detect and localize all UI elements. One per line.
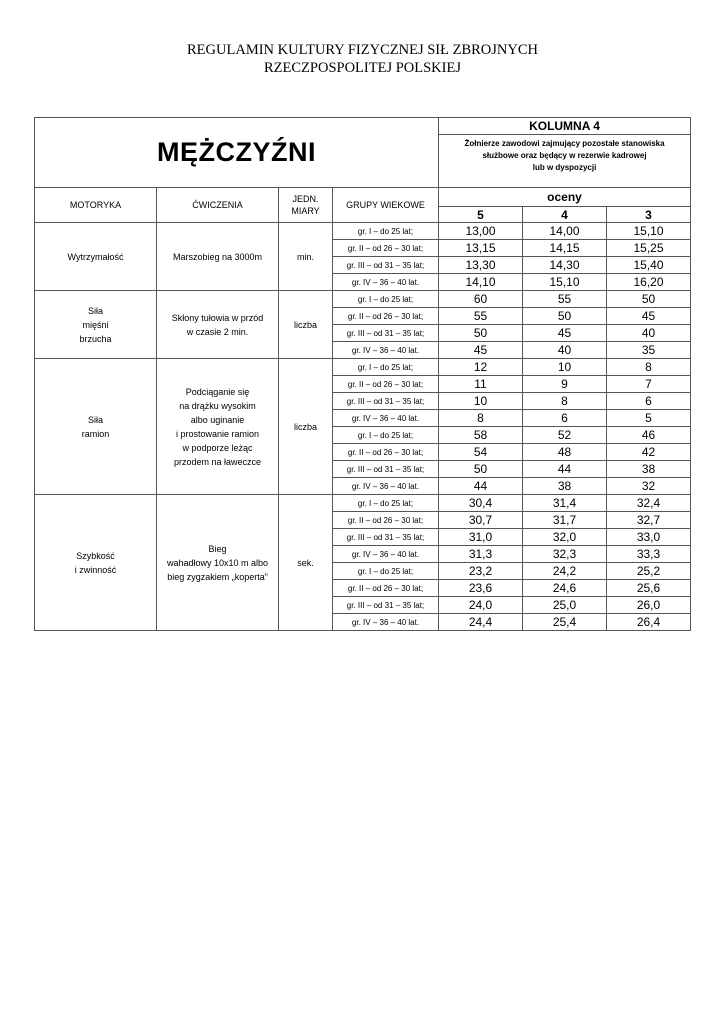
column-description-line: Żołnierze zawodowi zajmujący pozostałe stanowiska bbox=[464, 139, 665, 148]
unit-cell: liczba bbox=[279, 359, 333, 495]
age-group-cell: gr. II – od 26 – 30 lat; bbox=[333, 308, 439, 325]
grade-4-value: 50 bbox=[523, 308, 607, 325]
grade-5-value: 23,2 bbox=[439, 563, 523, 580]
header-grupy: GRUPY WIEKOWE bbox=[333, 188, 439, 223]
age-group-cell: gr. IV – 36 – 40 lat. bbox=[333, 274, 439, 291]
grade-4-value: 32,0 bbox=[523, 529, 607, 546]
grade-3-value: 38 bbox=[607, 461, 691, 478]
exercise-line: Skłony tułowia w przód bbox=[171, 312, 264, 323]
grade-3-value: 32,7 bbox=[607, 512, 691, 529]
grade-3-value: 42 bbox=[607, 444, 691, 461]
grade-4-value: 15,10 bbox=[523, 274, 607, 291]
header-cwiczenia: ĆWICZENIA bbox=[157, 188, 279, 223]
grade-3-value: 33,3 bbox=[607, 546, 691, 563]
grade-5-value: 54 bbox=[439, 444, 523, 461]
exercise-line: przodem na ławeczce bbox=[173, 456, 262, 467]
grade-5-value: 58 bbox=[439, 427, 523, 444]
document-title-line-1: REGULAMIN KULTURY FIZYCZNEJ SIŁ ZBROJNYCH bbox=[187, 42, 538, 58]
header-grade-5: 5 bbox=[439, 207, 523, 223]
grade-4-value: 44 bbox=[523, 461, 607, 478]
grade-4-value: 31,4 bbox=[523, 495, 607, 512]
motoryka-cell bbox=[35, 223, 157, 291]
grade-5-value: 60 bbox=[439, 291, 523, 308]
age-group-cell: gr. IV – 36 – 40 lat. bbox=[333, 546, 439, 563]
grade-5-value: 14,10 bbox=[439, 274, 523, 291]
motoryka-cell bbox=[35, 291, 157, 359]
header-jednostka-line: MIARY bbox=[291, 206, 320, 216]
motoryka-line: Szybkość bbox=[76, 550, 115, 561]
grade-5-value: 50 bbox=[439, 461, 523, 478]
grade-5-value: 31,0 bbox=[439, 529, 523, 546]
exercise-line: Podciąganie się bbox=[185, 386, 250, 397]
grade-4-value: 9 bbox=[523, 376, 607, 393]
grade-3-value: 40 bbox=[607, 325, 691, 342]
document-title-line-2: RZECZPOSPOLITEJ POLSKIEJ bbox=[264, 60, 461, 76]
grade-4-value: 40 bbox=[523, 342, 607, 359]
grade-3-value: 8 bbox=[607, 359, 691, 376]
grade-5-value: 11 bbox=[439, 376, 523, 393]
header-motoryka: MOTORYKA bbox=[35, 188, 157, 223]
unit-cell: liczba bbox=[279, 291, 333, 359]
grade-5-value: 45 bbox=[439, 342, 523, 359]
grade-5-value: 30,7 bbox=[439, 512, 523, 529]
grade-3-value: 6 bbox=[607, 393, 691, 410]
grade-4-value: 14,00 bbox=[523, 223, 607, 240]
motoryka-line: mięśni bbox=[82, 319, 109, 330]
exercise-line: bieg zygzakiem „koperta” bbox=[167, 571, 268, 582]
age-group-cell: gr. II – od 26 – 30 lat; bbox=[333, 240, 439, 257]
grade-3-value: 32,4 bbox=[607, 495, 691, 512]
grade-3-value: 46 bbox=[607, 427, 691, 444]
grade-3-value: 26,0 bbox=[607, 597, 691, 614]
grade-3-value: 16,20 bbox=[607, 274, 691, 291]
header-grade-3: 3 bbox=[607, 207, 691, 223]
motoryka-line: brzucha bbox=[79, 333, 112, 344]
age-group-cell: gr. I – do 25 lat; bbox=[333, 563, 439, 580]
grade-5-value: 24,0 bbox=[439, 597, 523, 614]
motoryka-line: Siła bbox=[87, 414, 103, 425]
motoryka-line: Wytrzymałość bbox=[67, 251, 124, 262]
column-title: KOLUMNA 4 bbox=[439, 118, 691, 135]
column-description-line: lub w dyspozycji bbox=[532, 163, 597, 172]
age-group-cell: gr. III – od 31 – 35 lat; bbox=[333, 325, 439, 342]
age-group-cell: gr. III – od 31 – 35 lat; bbox=[333, 529, 439, 546]
age-group-cell: gr. I – do 25 lat; bbox=[333, 359, 439, 376]
grade-3-value: 7 bbox=[607, 376, 691, 393]
exercise-line: albo uginanie bbox=[190, 414, 245, 425]
exercise-cell bbox=[157, 495, 279, 631]
age-group-cell: gr. IV – 36 – 40 lat. bbox=[333, 614, 439, 631]
age-group-cell: gr. IV – 36 – 40 lat. bbox=[333, 342, 439, 359]
header-oceny: oceny bbox=[439, 188, 691, 207]
exercise-line: na drążku wysokim bbox=[179, 400, 256, 411]
grade-3-value: 15,40 bbox=[607, 257, 691, 274]
age-group-cell: gr. II – od 26 – 30 lat; bbox=[333, 376, 439, 393]
unit-cell: sek. bbox=[279, 495, 333, 631]
grade-3-value: 45 bbox=[607, 308, 691, 325]
grade-5-value: 13,15 bbox=[439, 240, 523, 257]
grade-4-value: 24,2 bbox=[523, 563, 607, 580]
grade-5-value: 10 bbox=[439, 393, 523, 410]
grade-4-value: 31,7 bbox=[523, 512, 607, 529]
grade-3-value: 5 bbox=[607, 410, 691, 427]
grade-5-value: 50 bbox=[439, 325, 523, 342]
grade-4-value: 14,15 bbox=[523, 240, 607, 257]
grade-4-value: 25,0 bbox=[523, 597, 607, 614]
motoryka-cell bbox=[35, 495, 157, 631]
grade-3-value: 25,6 bbox=[607, 580, 691, 597]
grade-3-value: 26,4 bbox=[607, 614, 691, 631]
grade-4-value: 8 bbox=[523, 393, 607, 410]
age-group-cell: gr. III – od 31 – 35 lat; bbox=[333, 597, 439, 614]
table-title: MĘŻCZYŹNI bbox=[35, 118, 439, 188]
fitness-norms-table bbox=[34, 117, 691, 631]
grade-4-value: 52 bbox=[523, 427, 607, 444]
grade-3-value: 32 bbox=[607, 478, 691, 495]
exercise-line: i prostowanie ramion bbox=[175, 428, 260, 439]
grade-5-value: 30,4 bbox=[439, 495, 523, 512]
grade-5-value: 13,30 bbox=[439, 257, 523, 274]
grade-3-value: 33,0 bbox=[607, 529, 691, 546]
column-description bbox=[439, 135, 691, 188]
exercise-cell bbox=[157, 291, 279, 359]
grade-3-value: 35 bbox=[607, 342, 691, 359]
grade-4-value: 25,4 bbox=[523, 614, 607, 631]
table-row bbox=[35, 223, 691, 240]
grade-5-value: 24,4 bbox=[439, 614, 523, 631]
table-row bbox=[35, 495, 691, 512]
age-group-cell: gr. II – od 26 – 30 lat; bbox=[333, 580, 439, 597]
age-group-cell: gr. I – do 25 lat; bbox=[333, 427, 439, 444]
exercise-line: wahadłowy 10x10 m albo bbox=[166, 557, 269, 568]
exercise-line: w czasie 2 min. bbox=[186, 326, 249, 337]
age-group-cell: gr. III – od 31 – 35 lat; bbox=[333, 257, 439, 274]
age-group-cell: gr. IV – 36 – 40 lat. bbox=[333, 478, 439, 495]
grade-5-value: 31,3 bbox=[439, 546, 523, 563]
age-group-cell: gr. II – od 26 – 30 lat; bbox=[333, 444, 439, 461]
grade-3-value: 50 bbox=[607, 291, 691, 308]
motoryka-line: Siła bbox=[87, 305, 103, 316]
grade-4-value: 14,30 bbox=[523, 257, 607, 274]
grade-5-value: 12 bbox=[439, 359, 523, 376]
grade-4-value: 48 bbox=[523, 444, 607, 461]
grade-4-value: 55 bbox=[523, 291, 607, 308]
exercise-line: Marszobieg na 3000m bbox=[172, 251, 263, 262]
age-group-cell: gr. I – do 25 lat; bbox=[333, 495, 439, 512]
grade-5-value: 23,6 bbox=[439, 580, 523, 597]
table-row bbox=[35, 291, 691, 308]
age-group-cell: gr. I – do 25 lat; bbox=[333, 223, 439, 240]
age-group-cell: gr. III – od 31 – 35 lat; bbox=[333, 393, 439, 410]
motoryka-line: i zwinność bbox=[74, 564, 117, 575]
grade-3-value: 15,25 bbox=[607, 240, 691, 257]
age-group-cell: gr. III – od 31 – 35 lat; bbox=[333, 461, 439, 478]
grade-5-value: 13,00 bbox=[439, 223, 523, 240]
exercise-cell bbox=[157, 223, 279, 291]
grade-4-value: 38 bbox=[523, 478, 607, 495]
exercise-line: Bieg bbox=[208, 543, 227, 554]
motoryka-cell bbox=[35, 359, 157, 495]
column-description-line: służbowe oraz będący w rezerwie kadrowej bbox=[482, 151, 647, 160]
age-group-cell: gr. I – do 25 lat; bbox=[333, 291, 439, 308]
exercise-cell bbox=[157, 359, 279, 495]
unit-cell: min. bbox=[279, 223, 333, 291]
grade-4-value: 10 bbox=[523, 359, 607, 376]
table-row bbox=[35, 359, 691, 376]
grade-4-value: 32,3 bbox=[523, 546, 607, 563]
grade-3-value: 15,10 bbox=[607, 223, 691, 240]
grade-5-value: 44 bbox=[439, 478, 523, 495]
header-jednostka-line: JEDN. bbox=[292, 194, 319, 204]
grade-3-value: 25,2 bbox=[607, 563, 691, 580]
grade-5-value: 55 bbox=[439, 308, 523, 325]
header-grade-4: 4 bbox=[523, 207, 607, 223]
grade-4-value: 45 bbox=[523, 325, 607, 342]
grade-5-value: 8 bbox=[439, 410, 523, 427]
grade-4-value: 24,6 bbox=[523, 580, 607, 597]
age-group-cell: gr. II – od 26 – 30 lat; bbox=[333, 512, 439, 529]
age-group-cell: gr. IV – 36 – 40 lat. bbox=[333, 410, 439, 427]
grade-4-value: 6 bbox=[523, 410, 607, 427]
motoryka-line: ramion bbox=[81, 428, 110, 439]
exercise-line: w podporze leżąc bbox=[182, 442, 253, 453]
header-jednostka bbox=[279, 188, 333, 223]
